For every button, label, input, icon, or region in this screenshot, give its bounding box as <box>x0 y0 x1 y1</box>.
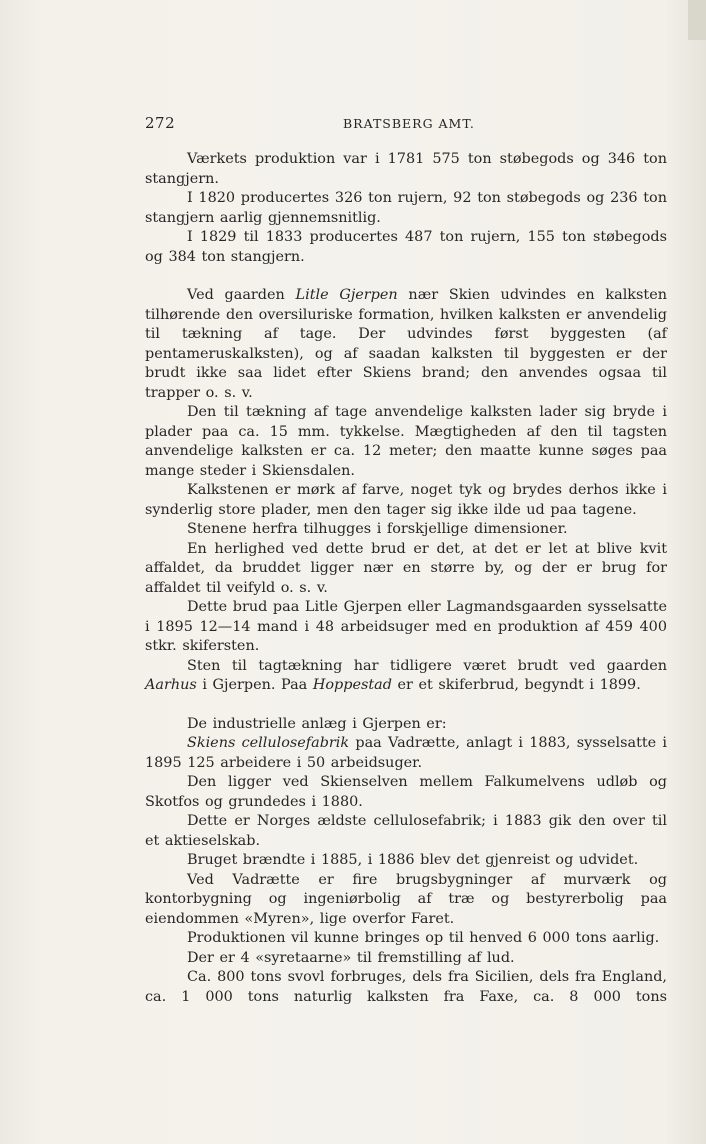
section-gap <box>145 696 667 715</box>
paragraph: Værkets produktion var i 1781 575 ton støbegods og 346 ton stangjern. <box>145 151 667 187</box>
place-name: Aarhus <box>145 677 197 693</box>
paragraph: Ca. 800 tons svovl forbruges, dels fra Sicilien, dels fra England, ca. 1 000 tons naturlig kalksten fra Faxe, ca. 8 000 tons <box>145 969 667 1005</box>
paragraph: Produktionen vil kunne bringes op til henved 6 000 tons aarlig. <box>187 930 660 946</box>
text-run: nær Skien udvindes en kalksten tilhørende den oversiluriske formation, hvilken kalksten er anvendelig til tækning af tage. Der udvindes først byggesten (af pentameruskalksten), og af saadan kalksten til byggesten er der brudt ikke saa lidet efter Skiens brand; den anvendes ogsaa til trapper o. s. v. <box>145 287 667 401</box>
paragraph <box>145 286 667 403</box>
text-run: paa Vadrætte, anlagt i 1883, sysselsatte i 1895 125 arbeidere i 50 arbeidsuger. <box>145 735 667 771</box>
paragraph: Bruget brændte i 1885, i 1886 blev det gjenreist og udvidet. <box>187 852 639 868</box>
text-run: er et skiferbrud, begyndt i 1899. <box>391 677 641 693</box>
place-name: Litle Gjerpen <box>295 287 398 303</box>
text-run: Sten til tagtækning har tidligere været brudt ved gaarden <box>187 657 667 674</box>
page-corner <box>688 0 706 40</box>
section-intro: De industrielle anlæg i Gjerpen er: <box>187 715 447 732</box>
place-name: Hoppestad <box>312 677 392 693</box>
paragraph: Kalkstenen er mørk af farve, noget tyk og brydes derhos ikke i synderlig store plader, men den tager sig ikke ilde ud paa tagene. <box>145 482 667 518</box>
page-header <box>145 114 667 136</box>
paragraph <box>145 657 667 696</box>
paragraph <box>145 734 667 773</box>
paragraph: En herlighed ved dette brud er det, at det er let at blive kvit affaldet, da bruddet ligger nær en større by, og der er brug for affaldet til veifyld o. s. v. <box>145 540 667 596</box>
paragraph: Den ligger ved Skienselven mellem Falkumelvens udløb og Skotfos og grundedes i 1880. <box>145 774 667 810</box>
paragraph: I 1829 til 1833 producertes 487 ton rujern, 155 ton støbegods og 384 ton stangjern. <box>145 229 667 265</box>
section-gap <box>145 267 667 286</box>
paragraph: Dette er Norges ældste cellulosefabrik; i 1883 gik den over til et aktieselskab. <box>145 813 667 849</box>
page-body <box>145 150 667 1007</box>
paragraph: Ved Vadrætte er fire brugsbygninger af murværk og kontorbygning og ingeniørbolig af træ og bestyrerbolig paa eiendommen «Myren», lige overfor Faret. <box>145 871 667 927</box>
text-run: Ved gaarden <box>187 287 296 303</box>
paragraph: Der er 4 «syretaarne» til fremstilling af lud. <box>187 949 515 966</box>
paragraph: Den til tækning af tage anvendelige kalksten lader sig bryde i plader paa ca. 15 mm. tykkelse. Mægtigheden af den til tagsten anvendelige kalksten er ca. 12 meter; den maatte kunne søges paa mange steder i Skiensdalen. <box>145 404 667 479</box>
running-head: BRATSBERG AMT. <box>343 116 475 131</box>
paragraph: Stenene herfra tilhugges i forskjellige dimensioner. <box>187 521 568 537</box>
company-name: Skiens cellulosefabrik <box>187 735 350 751</box>
text-run: i Gjerpen. Paa <box>196 677 313 693</box>
paragraph: Dette brud paa Litle Gjerpen eller Lagmandsgaarden sysselsatte i 1895 12—14 mand i 48 arbeidsuger med en produktion af 459 400 stkr. skifersten. <box>145 599 667 654</box>
paragraph: I 1820 producertes 326 ton rujern, 92 ton støbegods og 236 ton stangjern aarlig gjennemsnitlig. <box>145 190 667 226</box>
page-number: 272 <box>145 114 176 132</box>
